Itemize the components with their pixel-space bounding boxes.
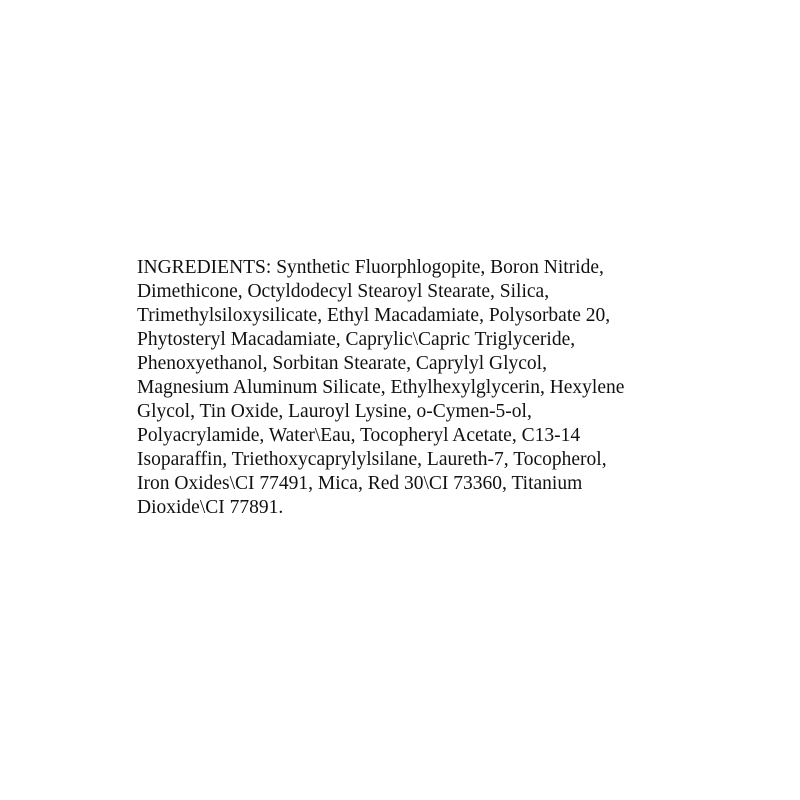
ingredients-line: Phytosteryl Macadamiate, Caprylic\Capric Triglyceride, <box>137 329 576 350</box>
ingredients-line: INGREDIENTS: Synthetic Fluorphlogopite, Boron Nitride, <box>137 257 604 278</box>
ingredients-line: Isoparaffin, Triethoxycaprylylsilane, Laureth-7, Tocopherol, <box>137 449 607 470</box>
ingredients-line: Magnesium Aluminum Silicate, Ethylhexylglycerin, Hexylene <box>137 377 625 398</box>
ingredients-list <box>137 256 767 520</box>
ingredients-line: Glycol, Tin Oxide, Lauroyl Lysine, o-Cymen-5-ol, <box>137 401 532 422</box>
ingredients-line: Phenoxyethanol, Sorbitan Stearate, Caprylyl Glycol, <box>137 353 547 374</box>
ingredients-line: Dioxide\CI 77891. <box>137 497 284 518</box>
ingredients-line: Iron Oxides\CI 77491, Mica, Red 30\CI 73360, Titanium <box>137 473 583 494</box>
ingredients-line: Polyacrylamide, Water\Eau, Tocopheryl Acetate, C13-14 <box>137 425 581 446</box>
ingredients-line: Dimethicone, Octyldodecyl Stearoyl Stearate, Silica, <box>137 281 550 302</box>
ingredients-line: Trimethylsiloxysilicate, Ethyl Macadamiate, Polysorbate 20, <box>137 305 611 326</box>
